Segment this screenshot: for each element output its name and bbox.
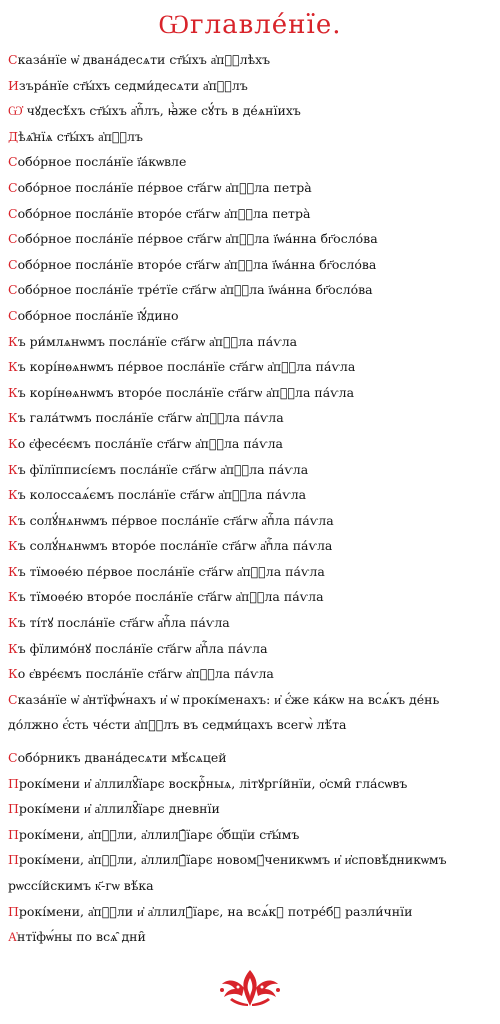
entry-text: каза́нїе ѡ҆ двана́десѧти ст҃ы́хъ а҆пⷭ҇лѣхъ [17, 52, 271, 67]
toc-entry [8, 124, 496, 150]
toc-entry [8, 822, 496, 848]
toc-entry [8, 482, 496, 508]
red-initial: П [8, 801, 19, 817]
toc-entry [8, 661, 496, 687]
toc-entry [8, 277, 496, 303]
red-initial: К [8, 435, 18, 451]
toc-entry [8, 252, 496, 278]
toc-entry [8, 899, 496, 925]
toc-entry [8, 98, 496, 124]
toc-entry [8, 924, 496, 950]
red-initial: С [8, 282, 18, 298]
toc-entry [8, 329, 496, 355]
red-initial: К [8, 410, 18, 426]
red-initial: К [8, 333, 18, 349]
red-initial: С [8, 750, 18, 766]
entry-text: ъ ри́млѧнѡмъ посла́нїе ст҃а́гѡ а҆пⷭ҇ла па́ѵла [17, 333, 298, 349]
red-initial: Ѡ [8, 103, 23, 119]
entry-text: ѣѧ҄нїѧ ст҃ы́хъ а҆пⷭ҇лъ [18, 128, 143, 144]
red-initial: С [8, 179, 18, 195]
red-initial: К [8, 640, 18, 656]
entry-text: ъ фїлїпписі́ємъ посла́нїе ст҃а́гѡ а҆пⷭ҇ла па́ѵла [17, 461, 309, 477]
entry-text: ъ колоссаѧ́ємъ посла́нїе ст҃а́гѡ а҆пⷭ҇ла па́ѵла [17, 487, 307, 503]
red-initial: К [8, 384, 18, 400]
entry-text: рокі́мени и҆ а҆ллилꙋ̑їарє дневнїи [18, 801, 220, 817]
entry-text: обо́рное посла́нїе ї҆ꙋ́дино [17, 307, 179, 323]
toc-entry [8, 610, 496, 636]
toc-entry [8, 796, 496, 822]
entry-text: обо́рное посла́нїе пе́рвое ст҃а́гѡ а҆пⷭ҇ла петра̀ [17, 179, 312, 195]
entry-text: ҆нтїфѡ́ны по всѧ̑ дни̑ [17, 929, 146, 945]
entry-text: ъ тїмоѳе́ю пе́рвое посла́нїе ст҃а́гѡ а҆пⷭ҇ла па́ѵла [17, 563, 325, 579]
red-initial: К [8, 666, 18, 682]
toc-entry [8, 508, 496, 534]
entry-text: обо́рникъ двана́десѧти мѣ́сѧцей [17, 750, 227, 766]
entry-text: обо́рное посла́нїе второ́е ст҃а́гѡ а҆пⷭ҇ла ї҆ѡа́нна бг҃осло́ва [17, 256, 377, 272]
red-initial: К [8, 615, 18, 631]
table-of-contents [8, 47, 496, 950]
red-initial: П [8, 826, 19, 842]
entry-text: рокі́мени и҆ а҆ллилꙋ̑їарє воскрⷭ҇ныѧ, літꙋргі́йнїи, ѻ҆сми̑ гла́сѡвъ [18, 775, 408, 791]
entry-text: ъ солꙋ́нѧнѡмъ пе́рвое посла́нїе ст҃а́гѡ а҆пⷭ҇ла па́ѵла [17, 512, 334, 528]
entry-text: ъ гала́тѡмъ посла́нїе ст҃а́гѡ а҆пⷭ҇ла па́ѵла [17, 410, 284, 426]
red-initial: С [8, 231, 18, 247]
red-initial: К [8, 359, 18, 375]
toc-entry [8, 533, 496, 559]
toc-entry [8, 745, 496, 771]
toc-entry [8, 584, 496, 610]
toc-entry [8, 457, 496, 483]
red-initial: П [8, 775, 19, 791]
toc-entry [8, 636, 496, 662]
entry-text: о є҆вре́ємъ посла́нїе ст҃а́гѡ а҆пⷭ҇ла па́ѵла [17, 666, 274, 682]
floral-ornament-icon [218, 968, 282, 1008]
red-initial: С [8, 154, 18, 170]
red-initial: К [8, 538, 18, 554]
toc-entry [8, 559, 496, 585]
entry-text: ъ корі́нѳѧнѡмъ пе́рвое посла́нїе ст҃а́гѡ а҆пⷭ҇ла па́ѵла [17, 359, 356, 375]
entry-text: ъ тїмоѳе́ю второ́е посла́нїе ст҃а́гѡ а҆пⷭ҇ла па́ѵла [17, 589, 324, 605]
toc-entry [8, 201, 496, 227]
red-initial: Д [8, 128, 19, 144]
entry-text: рокі́мени, а҆пⷭ҇ли и҆ а҆ллилꙋ̑їарє, на всѧ́кꙋ потре́бꙋ разли́чнїи [18, 903, 413, 919]
entry-text: обо́рное посла́нїе тре́тїе ст҃а́гѡ а҆пⷭ҇ла ї҆ѡа́нна бг҃осло́ва [17, 282, 373, 298]
entry-text: обо́рное посла́нїе второ́е ст҃а́гѡ а҆пⷭ҇ла петра̀ [17, 205, 311, 221]
red-initial: К [8, 589, 18, 605]
red-initial: С [8, 205, 18, 221]
entry-text: ъ солꙋ́нѧнѡмъ второ́е посла́нїе ст҃а́гѡ а҆пⷭ҇ла па́ѵла [17, 538, 333, 554]
toc-entry [8, 380, 496, 406]
red-initial: С [8, 52, 18, 67]
toc-entry [8, 405, 496, 431]
toc-entry [8, 226, 496, 252]
entry-text: зъра́нїе ст҃ы́хъ седми́десѧти а҆пⷭ҇лъ [18, 77, 248, 93]
toc-entry [8, 354, 496, 380]
red-initial: К [8, 563, 18, 579]
red-initial: С [8, 691, 18, 707]
entry-text: каза́нїе ѡ҆ а҆нтїфѡ́нахъ и҆ ѡ҆ прокі́менахъ: и҆ є҆́же ка́кѡ на всѧ́къ де́нь до́лжно є҆́сть че́сти а҆пⷭ҇лъ въ седми́цахъ всегѡ̀ лѣ́та [8, 691, 440, 733]
entry-text: обо́рное посла́нїе пе́рвое ст҃а́гѡ а҆пⷭ҇ла ї҆ѡа́нна бг҃осло́ва [17, 231, 378, 247]
entry-text: обо́рное посла́нїе ї҆а́кѡвле [17, 154, 187, 170]
entry-text: о є҆фесе́ємъ посла́нїе ст҃а́гѡ а҆пⷭ҇ла па́ѵла [17, 435, 283, 451]
red-initial: К [8, 487, 18, 503]
red-initial: К [8, 461, 18, 477]
entry-text: ҆ чꙋдесѣ́хъ ст҃ы́хъ а҆пⷭ҇лъ, ꙗ҆̀же сꙋ́ть в де́ѧнїихъ [22, 103, 301, 119]
entry-text: ъ корі́нѳѧнѡмъ второ́е посла́нїе ст҃а́гѡ а҆пⷭ҇ла па́ѵла [17, 384, 355, 400]
entry-text: рокі́мени, а҆пⷭ҇ли, а҆ллилꙋ̑їарє ѻ҆́бщїи ст҃ы́мъ [18, 826, 300, 842]
red-initial: С [8, 256, 18, 272]
red-initial: С [8, 307, 18, 323]
page-title: Ѡглавле́нїе. [158, 10, 342, 40]
toc-entry [8, 431, 496, 457]
red-initial: П [8, 903, 19, 919]
toc-entry [8, 847, 496, 898]
toc-entry [8, 303, 496, 329]
toc-entry [8, 687, 496, 738]
toc-entry [8, 47, 496, 73]
red-initial: И [8, 77, 19, 93]
red-initial: А [8, 929, 18, 945]
toc-entry [8, 771, 496, 797]
red-initial: П [8, 852, 19, 868]
toc-entry [8, 175, 496, 201]
red-initial: К [8, 512, 18, 528]
entry-text: ъ фїлимо́нꙋ посла́нїе ст҃а́гѡ а҆пⷭ҇ла па́ѵла [17, 640, 268, 656]
toc-entry [8, 73, 496, 99]
entry-text: ъ ті́тꙋ посла́нїе ст҃а́гѡ а҆пⷭ҇ла па́ѵла [17, 615, 230, 631]
entry-text: рокі́мени, а҆пⷭ҇ли, а҆ллилꙋ̑їарє новомꙋ́ченикѡмъ и҆ и҆сповѣ́дникѡмъ рѡссі́йскимъ к҃-гѡ вѣ́ка [8, 852, 447, 893]
toc-entry [8, 149, 496, 175]
